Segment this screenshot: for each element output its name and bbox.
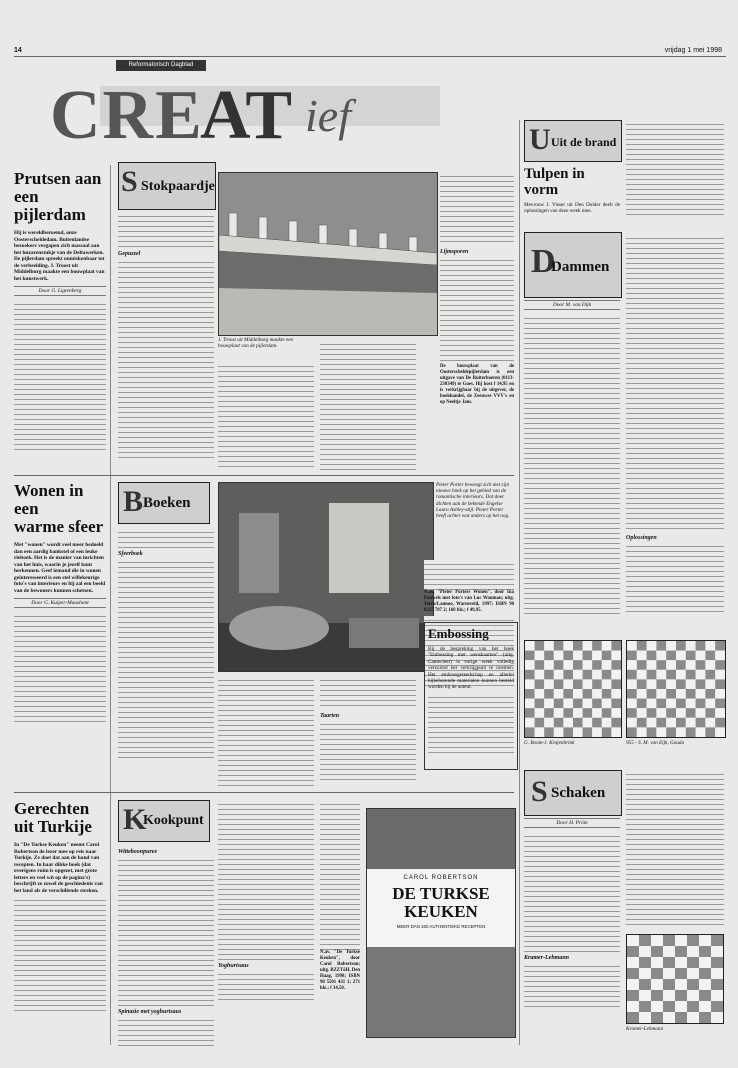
pijlerdam-col-2: [218, 362, 314, 470]
section-logo-art: [40, 76, 460, 156]
kookpunt-word: Kookpunt: [143, 813, 204, 828]
pijlerdam-col-4: [440, 172, 514, 408]
schaken-subhead: Kramer-Lehmann: [524, 955, 570, 961]
tulpen-article: [524, 166, 620, 217]
wonen-byline: Door G. Kuiper-Maashant: [14, 598, 106, 608]
schaken-word: Schaken: [551, 785, 606, 801]
boeken-letter: B: [123, 485, 144, 518]
page-date: vrijdag 1 mei 1998: [664, 47, 722, 54]
section-rule: [14, 792, 514, 793]
boeken-word: Boeken: [143, 495, 191, 511]
turkije-subhead-1: Witteboonpuree: [118, 849, 158, 855]
wonen-col-1: [118, 528, 214, 758]
uit-de-brand-word: Uit de brand: [551, 135, 617, 149]
wonen-subhead-1: Sfeerboek: [118, 551, 143, 557]
pijlerdam-body-text-placeholder: [14, 300, 106, 450]
turkije-title-1: Gerechten: [14, 799, 90, 818]
pijlerdam-col-3: [320, 340, 416, 470]
draughts-board-1: [524, 640, 622, 738]
stokpaardje-letter: S: [121, 165, 138, 198]
pijlerdam-caption: J. Troost uit Middelburg maakte een bouwplaat van de pijlerdam.: [218, 337, 294, 350]
embossing-title: Embossing: [428, 626, 489, 641]
turkije-subhead-3: Yoghurtsaus: [218, 963, 249, 969]
book-cover-photo-bottom: [367, 947, 515, 1037]
svg-text:ief: ief: [305, 90, 351, 141]
schaken-col-1: [524, 818, 620, 1010]
turkije-footer-note: N.av. "De Turkse Keuken", door Carol Robertson; uitg. BZZTôH, Den Haag, 1998; ISBN 90 5501 431 1; 271 blz.; f 34,50.: [320, 950, 360, 991]
boeken-logo: [118, 482, 210, 524]
uit-de-brand-letter: U: [529, 123, 551, 156]
tulpen-lead: Mevrouw J. Visser uit Den Dolder deelt de oplossingen van deze week mee.: [524, 202, 620, 215]
wonen-footer-note: N.av. "Pieter Porters Wonen", door Ina Pauwels met foto's van Luc Wauman; uitg. Terra/Lannoo, Warnsveld, 1997; ISBN 90 6255 787 2; 160 blz.; f 49,95.: [424, 590, 514, 613]
dammen-caption-2: 955 - S. M. van Eijk, Gouda: [626, 740, 685, 746]
stokpaardje-logo: [118, 162, 216, 210]
turkije-subhead-2: Spinazie met yoghurtsaus: [118, 1009, 182, 1015]
draughts-board-2: [626, 640, 726, 738]
pijlerdam-subhead-2: Lijmsporen: [440, 249, 469, 255]
dammen-subhead: Oplossingen: [626, 535, 657, 541]
pijlerdam-footer-note: De bouwplaat van de Oosterscheldepijlerdam is een uitgave van De Ruiterboeren (0113-230349) te Goes. Hij kost f 14,95 en is verkrijgbaar bij de uitgever, de boekhandel, de Zeeuwse VVV's en op Neeltje Jans.: [440, 364, 514, 405]
column-rule: [110, 165, 111, 1045]
tulpen-title: Tulpen in vorm: [524, 166, 585, 198]
section-rule: [14, 475, 514, 476]
wonen-title-2: warme sfeer: [14, 517, 104, 536]
wonen-col-2: [218, 676, 314, 786]
turkije-col-1: [118, 846, 214, 1046]
wonen-caption: Pieter Porter beweegt zich met zijn nieuwe boek op het gebied van de romantische interieurs. Dat doet dichten aan de bekende Engelse Laura Ashley-stijl. Pieter Porter heeft achter wat anders op het oog.: [436, 482, 510, 520]
wonen-intro: [14, 482, 106, 724]
pijlerdam-illustration: [219, 173, 437, 335]
page-number: 14: [14, 47, 22, 54]
pijlerdam-intro: [14, 170, 106, 450]
schaken-letter: S: [531, 775, 548, 808]
newspaper-label: Reformatorisch Dagblad: [116, 60, 206, 71]
turkije-col-3: [320, 800, 360, 994]
section-logo: [40, 76, 460, 156]
book-title-2: KEUKEN: [404, 902, 478, 921]
svg-text:AT: AT: [200, 77, 293, 154]
book-cover-photo-top: [367, 809, 515, 869]
embossing-text: Bij de bespreking van het boek "Embossing met wenskaarten" (uitg. Cantecleer) is vorige week volledig verzuimd het verkrijgpunt te noemen. Het embossgereedschap en allerlei bijbehorende materialen kunnen besteld worden bij de auteur.: [428, 646, 514, 691]
schaken-col-2: [626, 770, 724, 928]
interior-illustration: [219, 483, 433, 671]
uit-de-brand-logo: [524, 120, 622, 162]
book-subtitle: MEER DAN 150 AUTHENTIEKE RECEPTEN: [396, 924, 486, 929]
dammen-word: Dammen: [551, 259, 610, 275]
interior-photo: [218, 482, 434, 672]
book-title-1: DE TURKSE: [392, 884, 490, 903]
dammen-logo: [524, 232, 622, 298]
column-rule: [519, 120, 520, 1045]
turkije-title-2: uit Turkije: [14, 817, 92, 836]
pijlerdam-photo: [218, 172, 438, 336]
draughts-board-1-grid: [525, 641, 621, 737]
book-author: CAROL ROBERTSON: [403, 875, 479, 881]
turkije-lead: In "De Turkse Keuken" neemt Carol Robertson de lezer mee op reis naar Turkije. Ze doet dat aan de hand van recepten. In haar dikke boek (dat overigens ruim is opgezet, met grote letters en veel wit op de pagina's) beschrijft ze zowel de geschiedenis van het land als de verschillende streken.: [14, 842, 103, 894]
schaken-caption: Kramer-Lehmann: [626, 1026, 664, 1032]
stokpaardje-word: Stokpaardje: [141, 179, 215, 194]
wonen-col-3: [320, 676, 416, 780]
embossing-box: [424, 622, 518, 770]
svg-text:CRE: CRE: [50, 77, 204, 154]
turkije-col-2: [218, 800, 314, 1000]
kookpunt-logo: [118, 800, 210, 842]
pijlerdam-title-2: een pijlerdam: [14, 187, 86, 224]
dammen-letter: D: [531, 243, 556, 280]
draughts-board-2-grid: [627, 641, 725, 737]
header-rule: [14, 56, 726, 57]
chess-board: [626, 934, 724, 1024]
schaken-byline: Door H. Pröm: [524, 818, 620, 828]
kookpunt-letter: K: [123, 803, 147, 836]
pijlerdam-subhead-1: Gepuzzel: [118, 251, 141, 257]
tulpen-body: [626, 120, 724, 216]
dammen-caption-1: G. Boom-J. Krajenbrink: [524, 740, 575, 746]
wonen-lead: Met "wonen" wordt veel meer bedoeld dan een aardig bankstel of een leuke rieboek. Het is de manier van inrichten van het huis, waarin je jezelf kunt herkennen. Geef iemand die in wonen geïnteresseerd is een stel willekeurige foto's van interieurs en hij zal een beeld van de bewoners kunnen schetsen.: [14, 542, 106, 594]
pijlerdam-col-1: [118, 212, 214, 458]
chess-board-grid: [627, 935, 723, 1023]
dammen-byline: Door M. van Dijk: [524, 300, 620, 310]
schaken-logo: [524, 770, 622, 816]
wonen-title-1: Wonen in een: [14, 481, 84, 518]
turkije-intro: [14, 800, 106, 1014]
pijlerdam-title-1: Prutsen aan: [14, 169, 102, 188]
wonen-subhead-2: Taarten: [320, 713, 340, 719]
book-cover: [366, 808, 516, 1038]
pijlerdam-lead: Hij is wereldberoemd, onze Oosterscheldedam. Buitenlandse bezoekers vergapen zich massaal aan het huzarenstukje van de Deltawerken. De pijlerdam spreekt onmiskenbaar tot de verbeelding. J. Troost uit Middelburg maakte een bouwplaat van het kunstwerk.: [14, 230, 105, 282]
pijlerdam-byline: Door G. Ligtenberg: [14, 286, 106, 296]
dammen-col-1: [524, 300, 620, 616]
dammen-col-2: [626, 234, 724, 612]
